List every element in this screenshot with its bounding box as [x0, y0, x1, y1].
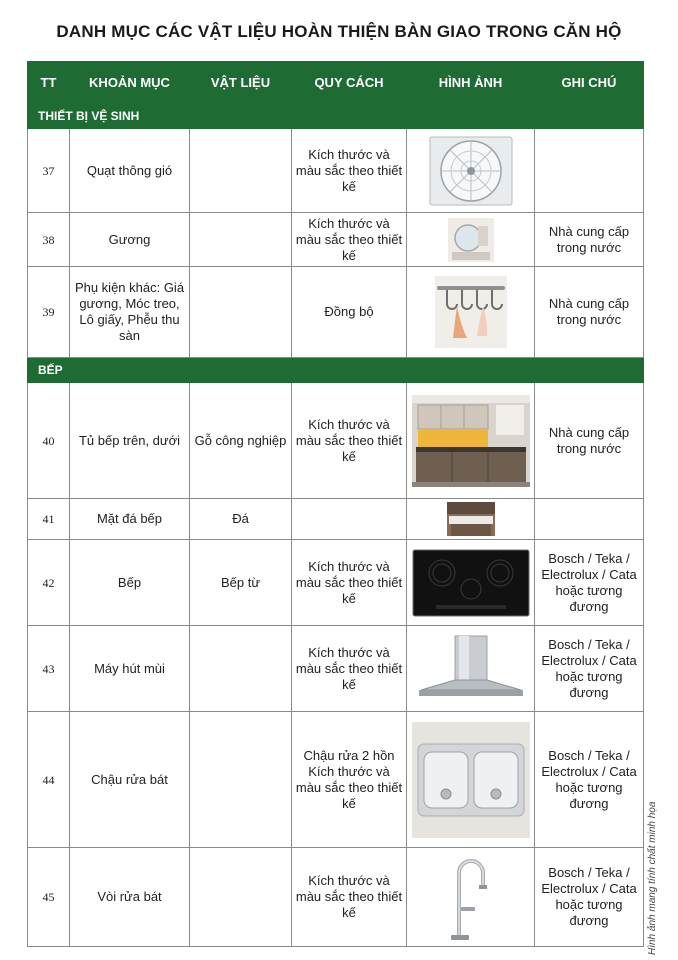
col-header-spec: QUY CÁCH: [292, 62, 407, 104]
kitchen-cabinet-image: [412, 395, 530, 487]
row-number: 43: [28, 626, 70, 712]
row-number: 45: [28, 848, 70, 947]
section-title: BẾP: [28, 358, 644, 383]
row-item: Vòi rửa bát: [70, 848, 190, 947]
row-item: Bếp: [70, 540, 190, 626]
illustration-note: Hình ảnh mang tính chất minh họa: [647, 801, 658, 955]
row-item: Chậu rửa bát: [70, 712, 190, 848]
table-row: [28, 712, 644, 848]
row-note: Bosch / Teka / Electrolux / Cata hoặc tương đương: [535, 712, 644, 848]
row-material: Đá: [190, 499, 292, 540]
row-spec: Kích thước và màu sắc theo thiết kế: [292, 383, 407, 499]
row-item: Gương: [70, 213, 190, 267]
row-spec: Kích thước và màu sắc theo thiết kế: [292, 540, 407, 626]
row-item: Phụ kiện khác: Giá gương, Móc treo, Lô giấy, Phễu thu sàn: [70, 267, 190, 358]
row-image-cell: [407, 267, 535, 358]
row-material: [190, 848, 292, 947]
row-image-cell: [407, 848, 535, 947]
row-image-cell: [407, 129, 535, 213]
row-material: [190, 267, 292, 358]
table-row: [28, 626, 644, 712]
row-image-cell: [407, 499, 535, 540]
row-image-cell: [407, 383, 535, 499]
stone-countertop-image: [447, 502, 495, 536]
row-material: [190, 626, 292, 712]
row-number: 42: [28, 540, 70, 626]
row-material: Gỗ công nghiệp: [190, 383, 292, 499]
row-material: [190, 712, 292, 848]
table-row: [28, 129, 644, 213]
table-row: [28, 267, 644, 358]
section-row-sanitary: [28, 104, 644, 129]
row-number: 37: [28, 129, 70, 213]
row-image-cell: [407, 626, 535, 712]
row-note: Bosch / Teka / Electrolux / Cata hoặc tương đương: [535, 626, 644, 712]
table-row: [28, 848, 644, 947]
row-number: 40: [28, 383, 70, 499]
col-header-image: HÌNH ẢNH: [407, 62, 535, 104]
table-row: [28, 540, 644, 626]
row-note: [535, 499, 644, 540]
row-material: Bếp từ: [190, 540, 292, 626]
kitchen-faucet-image: [441, 851, 501, 943]
row-item: Tủ bếp trên, dưới: [70, 383, 190, 499]
row-image-cell: [407, 712, 535, 848]
row-note: Bosch / Teka / Electrolux / Cata hoặc tương đương: [535, 848, 644, 947]
row-spec: Chậu rửa 2 hồn Kích thước và màu sắc theo thiết kế: [292, 712, 407, 848]
materials-table: [27, 61, 644, 947]
col-header-tt: TT: [28, 62, 70, 104]
row-note: Nhà cung cấp trong nước: [535, 267, 644, 358]
row-number: 39: [28, 267, 70, 358]
induction-hob-image: [412, 549, 530, 617]
row-image-cell: [407, 540, 535, 626]
row-item: Máy hút mùi: [70, 626, 190, 712]
row-number: 38: [28, 213, 70, 267]
col-header-material: VẬT LIỆU: [190, 62, 292, 104]
table-row: [28, 499, 644, 540]
document-title: DANH MỤC CÁC VẬT LIỆU HOÀN THIỆN BÀN GIAO TRONG CĂN HỘ: [56, 22, 622, 41]
col-header-item: KHOẢN MỤC: [70, 62, 190, 104]
row-item: Mặt đá bếp: [70, 499, 190, 540]
row-item: Quạt thông gió: [70, 129, 190, 213]
row-spec: [292, 499, 407, 540]
hooks-image: [435, 276, 507, 348]
mirror-image: [448, 218, 494, 262]
table-header-row: [28, 62, 644, 104]
row-note: Nhà cung cấp trong nước: [535, 213, 644, 267]
row-spec: Kích thước và màu sắc theo thiết kế: [292, 213, 407, 267]
row-spec: Kích thước và màu sắc theo thiết kế: [292, 626, 407, 712]
row-number: 41: [28, 499, 70, 540]
range-hood-image: [411, 634, 531, 704]
row-note: Nhà cung cấp trong nước: [535, 383, 644, 499]
double-sink-image: [412, 722, 530, 838]
row-spec: Đồng bộ: [292, 267, 407, 358]
row-note: [535, 129, 644, 213]
table-row: [28, 383, 644, 499]
section-row-kitchen: [28, 358, 644, 383]
row-image-cell: [407, 213, 535, 267]
row-material: [190, 129, 292, 213]
col-header-note: GHI CHÚ: [535, 62, 644, 104]
row-number: 44: [28, 712, 70, 848]
row-spec: Kích thước và màu sắc theo thiết kế: [292, 848, 407, 947]
row-material: [190, 213, 292, 267]
ventilation-fan-image: [428, 135, 514, 207]
row-note: Bosch / Teka / Electrolux / Cata hoặc tương đương: [535, 540, 644, 626]
table-row: [28, 213, 644, 267]
section-title: THIẾT BỊ VỆ SINH: [28, 104, 644, 129]
row-spec: Kích thước và màu sắc theo thiết kế: [292, 129, 407, 213]
